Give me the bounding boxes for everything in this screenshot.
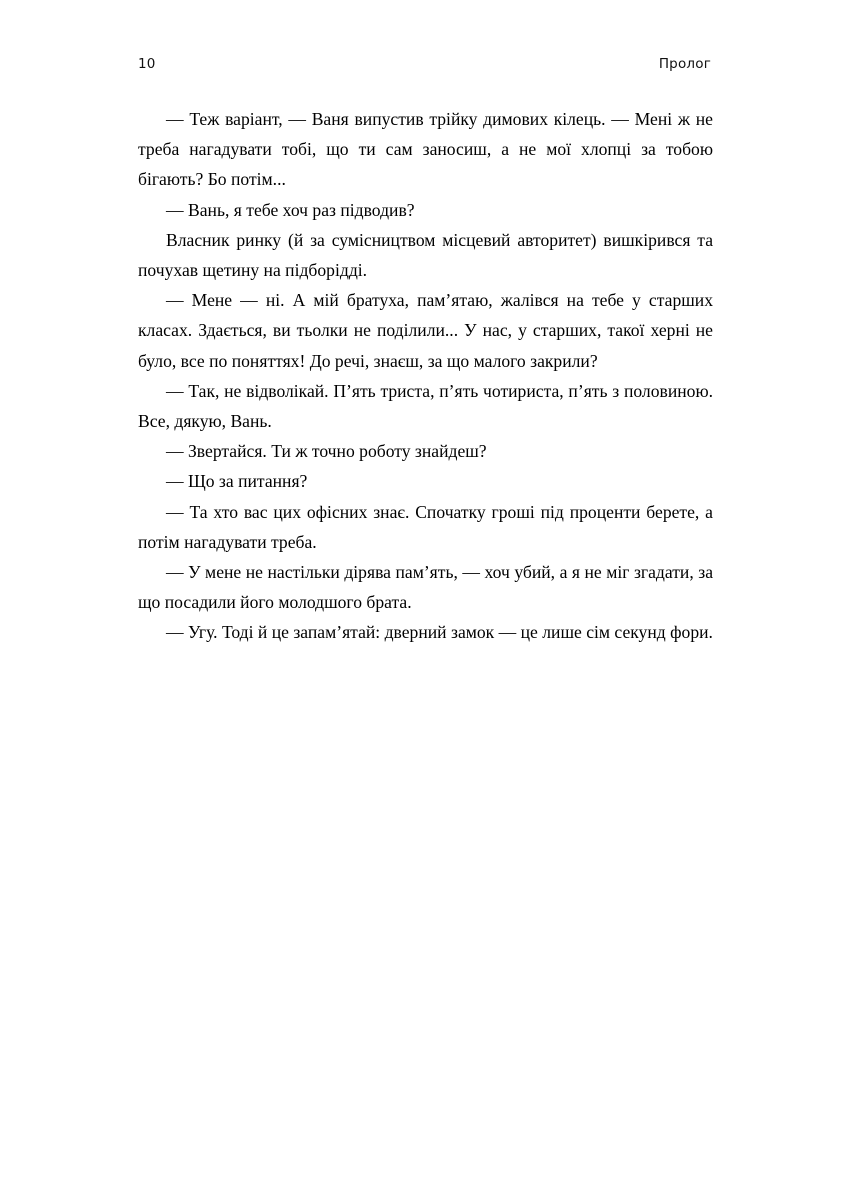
paragraph: — Звертайся. Ти ж точно роботу знайдеш? bbox=[166, 441, 487, 462]
paragraph: — Так, не відволікай. П’ять триста, п’ять чотириста, п’ять з половиною. Все, дякую, Вань. bbox=[138, 380, 713, 432]
paragraph: — Вань, я тебе хоч раз підводив? bbox=[166, 199, 415, 220]
paragraph: — Мене — ні. А мій братуха, пам’ятаю, жалівся на тебе у старших класах. Здається, ви тьолки не поділили... У нас, у старших, такої херні не було, все по поняттях! До речі, знаєш, за що малого закрили? bbox=[138, 290, 713, 371]
paragraph: — Що за питання? bbox=[166, 471, 308, 492]
chapter-title: Пролог bbox=[658, 56, 711, 72]
paragraph: — Угу. Тоді й це запам’ятай: дверний замок — це лише сім секунд фори. bbox=[166, 622, 713, 643]
paragraph: — Теж варіант, — Ваня випустив трійку димових кілець. — Мені ж не треба нагадувати тобі, що ти сам заносиш, а не мої хлопці за тобою бігають? Бо потім... bbox=[138, 109, 713, 190]
paragraph: Власник ринку (й за сумісництвом місцевий авторитет) вишкірився та почухав щетину на підборідді. bbox=[138, 229, 713, 281]
paragraph: — Та хто вас цих офісних знає. Спочатку гроші під проценти берете, а потім нагадувати треба. bbox=[138, 501, 713, 552]
page-number: 10 bbox=[138, 56, 156, 72]
body-text bbox=[138, 104, 713, 648]
running-head bbox=[138, 56, 711, 76]
paragraph: — У мене не настільки дірява пам’ять, — хоч убий, а я не міг згадати, за що посадили його молодшого брата. bbox=[138, 562, 713, 613]
